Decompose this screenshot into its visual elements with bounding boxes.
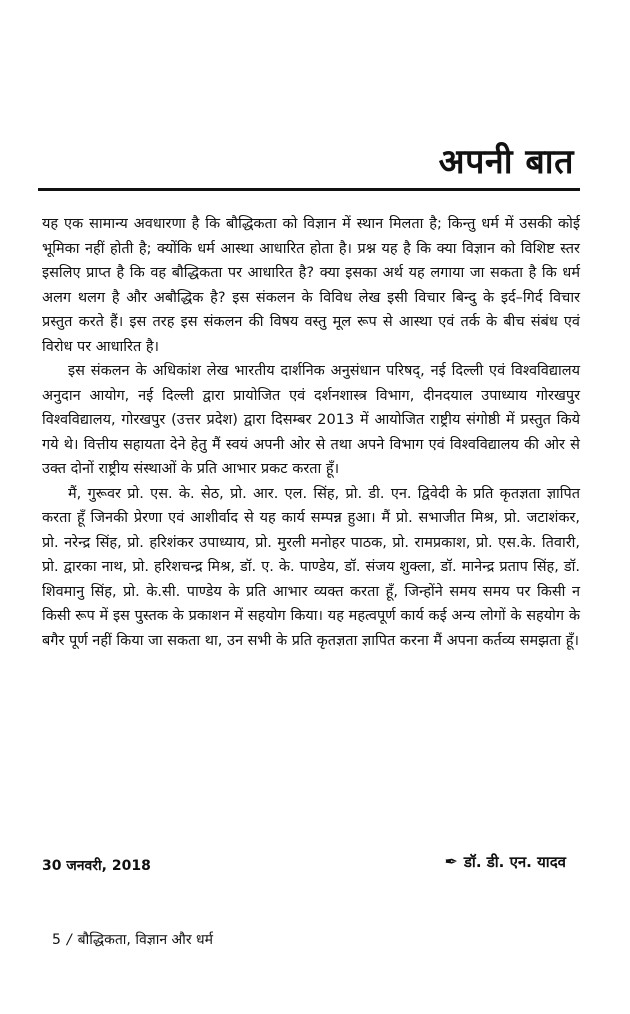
author-name: डॉ. डी. एन. यादव [463,853,566,871]
page-footer [52,930,213,949]
body-text [42,212,580,653]
page-number: 5 [52,932,61,948]
book-title: बौद्धिकता, विज्ञान और धर्म [77,932,214,948]
paragraph-2: इस संकलन के अधिकांश लेख भारतीय दार्शनिक अनुसंधान परिषद्, नई दिल्ली एवं विश्वविद्यालय अनुदान आयोग, नई दिल्ली द्वारा प्रायोजित एवं दर्शनशास्त्र विभाग, दीनदयाल उपाध्याय गोरखपुर विश्वविद्यालय, गोरखपुर (उत्तर प्रदेश) द्वारा दिसम्बर 2013 में आयोजित राष्ट्रीय संगोष्ठी में प्रस्तुत किये गये थे। वित्तीय सहायता देने हेतु मैं स्वयं अपनी ओर से तथा अपने विभाग एवं विश्वविद्यालय की ओर से उक्त दोनों राष्ट्रीय संस्थाओं के प्रति आभार प्रकट करता हूँ। [42,363,580,477]
date-line: 30 जनवरी, 2018 [42,858,151,874]
pen-nib-icon: ✒ [444,852,458,871]
separator-slash-icon: / [66,932,72,948]
page-title: अपनी बात [438,142,574,182]
title-underline [38,188,580,191]
paragraph-3: मैं, गुरूवर प्रो. एस. के. सेठ, प्रो. आर. एल. सिंह, प्रो. डी. एन. द्विवेदी के प्रति कृतज्ञता ज्ञापित करता हूँ जिनकी प्रेरणा एवं आशीर्वाद से यह कार्य सम्पन्न हुआ। मैं प्रो. सभाजीत मिश्र, प्रो. जटाशंकर, प्रो. नरेन्द्र सिंह, प्रो. हरिशंकर उपाध्याय, प्रो. मुरली मनोहर पाठक, प्रो. रामप्रकाश, प्रो. एस.के. तिवारी, प्रो. द्वारका नाथ, प्रो. हरिशचन्द्र मिश्र, डॉ. ए. के. पाण्डेय, डॉ. संजय शुक्ला, डॉ. मानेन्द्र प्रताप सिंह, डॉ. शिवमानु सिंह, प्रो. के.सी. पाण्डेय के प्रति आभार व्यक्त करता हूँ, जिन्होंने समय समय पर किसी न किसी रूप में इस पुस्तक के प्रकाशन में सहयोग किया। यह महत्वपूर्ण कार्य कई अन्य लोगों के सहयोग के बगैर पूर्ण नहीं किया जा सकता था, उन सभी के प्रति कृतज्ञता ज्ञापित करना मैं अपना कर्तव्य समझता हूँ। [42,485,580,649]
signature [445,852,567,872]
paragraph-1: यह एक सामान्य अवधारणा है कि बौद्धिकता को विज्ञान में स्थान मिलता है; किन्तु धर्म में उसकी कोई भूमिका नहीं होती है; क्योंकि धर्म आस्था आधारित होता है। प्रश्न यह है कि क्या विज्ञान को विशिष्ट स्तर इसलिए प्राप्त है कि वह बौद्धिकता पर आधारित है? क्या इसका अर्थ यह लगाया जा सकता है कि धर्म अलग थलग है और अबौद्धिक है? इस संकलन के विविध लेख इसी विचार बिन्दु के इर्द–गिर्द विचार प्रस्तुत करते हैं। इस तरह इस संकलन की विषय वस्तु मूल रूप से आस्था एवं तर्क के बीच संबंध एवं विरोध पर आधारित है। [42,216,580,355]
